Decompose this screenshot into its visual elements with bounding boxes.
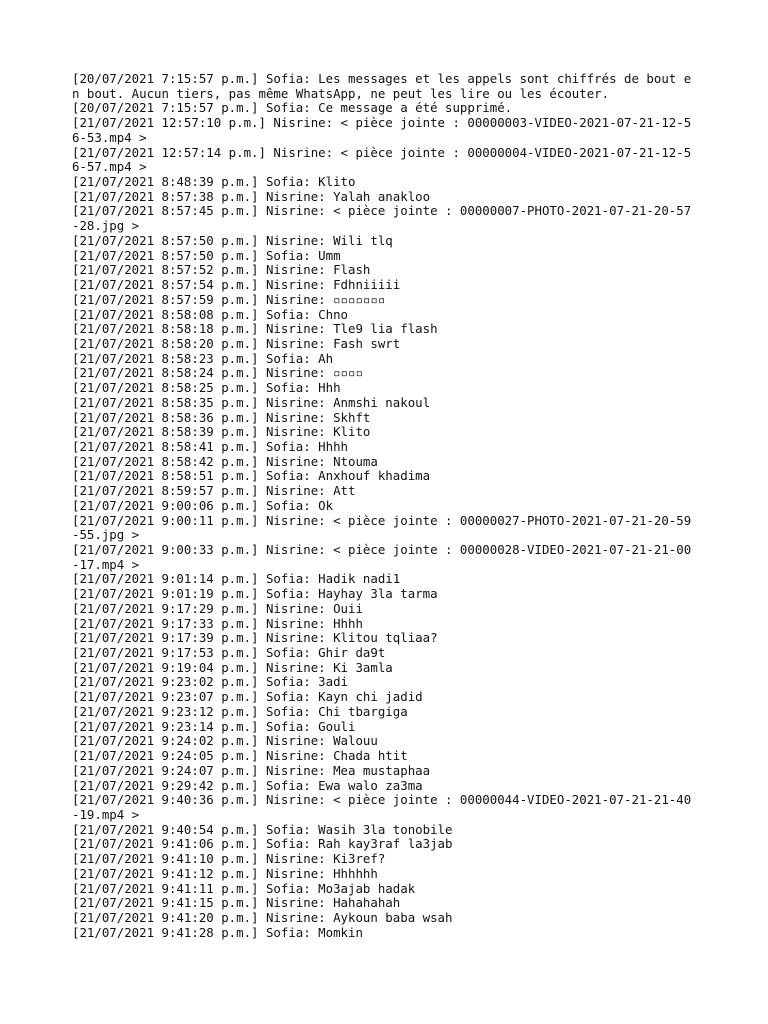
message-line: [21/07/2021 9:17:53 p.m.] Sofia: Ghir da9t — [72, 645, 386, 661]
message-line: [21/07/2021 8:58:35 p.m.] Nisrine: Anmshi nakoul — [72, 394, 431, 410]
message-line: [21/07/2021 9:17:39 p.m.] Nisrine: Klitou tqliaa? — [72, 630, 438, 646]
message-line: [21/07/2021 8:57:50 p.m.] Sofia: Umm — [72, 247, 341, 263]
message-line: [21/07/2021 9:24:07 p.m.] Nisrine: Mea mustaphaa — [72, 762, 431, 778]
message-line: [21/07/2021 8:58:20 p.m.] Nisrine: Fash swrt — [72, 335, 401, 351]
message-line: [21/07/2021 9:41:15 p.m.] Nisrine: Hahahahah — [72, 895, 401, 911]
message-line: [21/07/2021 8:57:45 p.m.] Nisrine: < pièce jointe : 00000007-PHOTO-2021-07-21-20-57-28.jpg > — [72, 203, 692, 234]
message-line: [21/07/2021 9:01:19 p.m.] Sofia: Hayhay 3la tarma — [72, 586, 438, 602]
message-line: [20/07/2021 7:15:57 p.m.] Sofia: Ce message a été supprimé. — [72, 100, 513, 116]
message-line: [21/07/2021 8:57:50 p.m.] Nisrine: Wili tlq — [72, 232, 393, 248]
message-line: [21/07/2021 9:00:33 p.m.] Nisrine: < pièce jointe : 00000028-VIDEO-2021-07-21-21-00-17.mp4 > — [72, 542, 692, 572]
message-line: [21/07/2021 9:19:04 p.m.] Nisrine: Ki 3amla — [72, 659, 393, 675]
message-line: [21/07/2021 9:23:14 p.m.] Sofia: Gouli — [72, 718, 356, 734]
message-line: [21/07/2021 8:58:25 p.m.] Sofia: Hhh — [72, 380, 341, 396]
message-line: [21/07/2021 9:00:11 p.m.] Nisrine: < pièce jointe : 00000027-PHOTO-2021-07-21-20-59-55.jpg > — [72, 512, 692, 543]
message-line: [21/07/2021 8:58:24 p.m.] Nisrine: ▫▫▫▫ — [72, 365, 363, 381]
message-line: [21/07/2021 8:48:39 p.m.] Sofia: Klito — [72, 174, 356, 190]
message-line: [21/07/2021 8:57:52 p.m.] Nisrine: Flash — [72, 262, 371, 278]
message-line: [21/07/2021 8:58:51 p.m.] Sofia: Anxhouf khadima — [72, 468, 431, 484]
message-line: [21/07/2021 9:01:14 p.m.] Sofia: Hadik nadi1 — [72, 571, 401, 587]
message-line: [21/07/2021 9:41:20 p.m.] Nisrine: Aykoun baba wsah — [72, 909, 453, 925]
message-line: [21/07/2021 8:57:38 p.m.] Nisrine: Yalah anakloo — [72, 188, 431, 204]
message-line: [21/07/2021 8:58:18 p.m.] Nisrine: Tle9 lia flash — [72, 321, 438, 337]
message-line: [21/07/2021 8:57:54 p.m.] Nisrine: Fdhniiiii — [72, 277, 401, 293]
message-line: [21/07/2021 9:17:33 p.m.] Nisrine: Hhhh — [72, 615, 363, 631]
message-line: [21/07/2021 9:23:02 p.m.] Sofia: 3adi — [72, 674, 349, 690]
message-line: [21/07/2021 8:58:39 p.m.] Nisrine: Klito — [72, 424, 371, 440]
message-line: [21/07/2021 9:40:36 p.m.] Nisrine: < pièce jointe : 00000044-VIDEO-2021-07-21-21-40-19.mp4 > — [72, 792, 692, 822]
message-line: [21/07/2021 9:41:06 p.m.] Sofia: Rah kay3raf la3jab — [72, 836, 453, 852]
message-line: [21/07/2021 8:58:42 p.m.] Nisrine: Ntouma — [72, 453, 378, 469]
message-line: [21/07/2021 9:41:28 p.m.] Sofia: Momkin — [72, 924, 363, 940]
message-line: [21/07/2021 8:58:08 p.m.] Sofia: Chno — [72, 306, 349, 322]
message-line: [21/07/2021 8:58:41 p.m.] Sofia: Hhhh — [72, 438, 349, 454]
message-line: [21/07/2021 9:41:11 p.m.] Sofia: Mo3ajab hadak — [72, 880, 416, 896]
message-line: [21/07/2021 9:41:10 p.m.] Nisrine: Ki3ref? — [72, 851, 386, 867]
message-line: [21/07/2021 9:17:29 p.m.] Nisrine: Ouii — [72, 600, 363, 616]
message-line: [21/07/2021 9:40:54 p.m.] Sofia: Wasih 3la tonobile — [72, 821, 453, 837]
message-line: [21/07/2021 12:57:10 p.m.] Nisrine: < pièce jointe : 00000003-VIDEO-2021-07-21-12-56-53.mp4 > — [72, 115, 692, 145]
message-line: [21/07/2021 9:24:02 p.m.] Nisrine: Walouu — [72, 733, 378, 749]
message-line: [21/07/2021 9:23:12 p.m.] Sofia: Chi tbargiga — [72, 703, 408, 719]
message-line: [20/07/2021 7:15:57 p.m.] Sofia: Les messages et les appels sont chiffrés de bout en bout. Aucun tiers, pas même WhatsApp, ne peut les lire ou les écouter. — [72, 71, 692, 101]
message-line: [21/07/2021 9:29:42 p.m.] Sofia: Ewa walo za3ma — [72, 777, 423, 793]
message-line: [21/07/2021 9:41:12 p.m.] Nisrine: Hhhhhh — [72, 865, 378, 881]
message-line: [21/07/2021 8:58:23 p.m.] Sofia: Ah — [72, 350, 334, 366]
message-line: [21/07/2021 9:00:06 p.m.] Sofia: Ok — [72, 497, 334, 513]
message-line: [21/07/2021 8:59:57 p.m.] Nisrine: Att — [72, 483, 356, 499]
message-line: [21/07/2021 8:57:59 p.m.] Nisrine: ▫▫▫▫▫▫▫ — [72, 291, 386, 307]
message-line: [21/07/2021 8:58:36 p.m.] Nisrine: Skhft — [72, 409, 371, 425]
message-line: [21/07/2021 9:23:07 p.m.] Sofia: Kayn chi jadid — [72, 689, 423, 705]
chat-transcript — [72, 72, 696, 940]
message-line: [21/07/2021 9:24:05 p.m.] Nisrine: Chada htit — [72, 748, 408, 764]
message-line: [21/07/2021 12:57:14 p.m.] Nisrine: < pièce jointe : 00000004-VIDEO-2021-07-21-12-56-57.mp4 > — [72, 144, 692, 175]
